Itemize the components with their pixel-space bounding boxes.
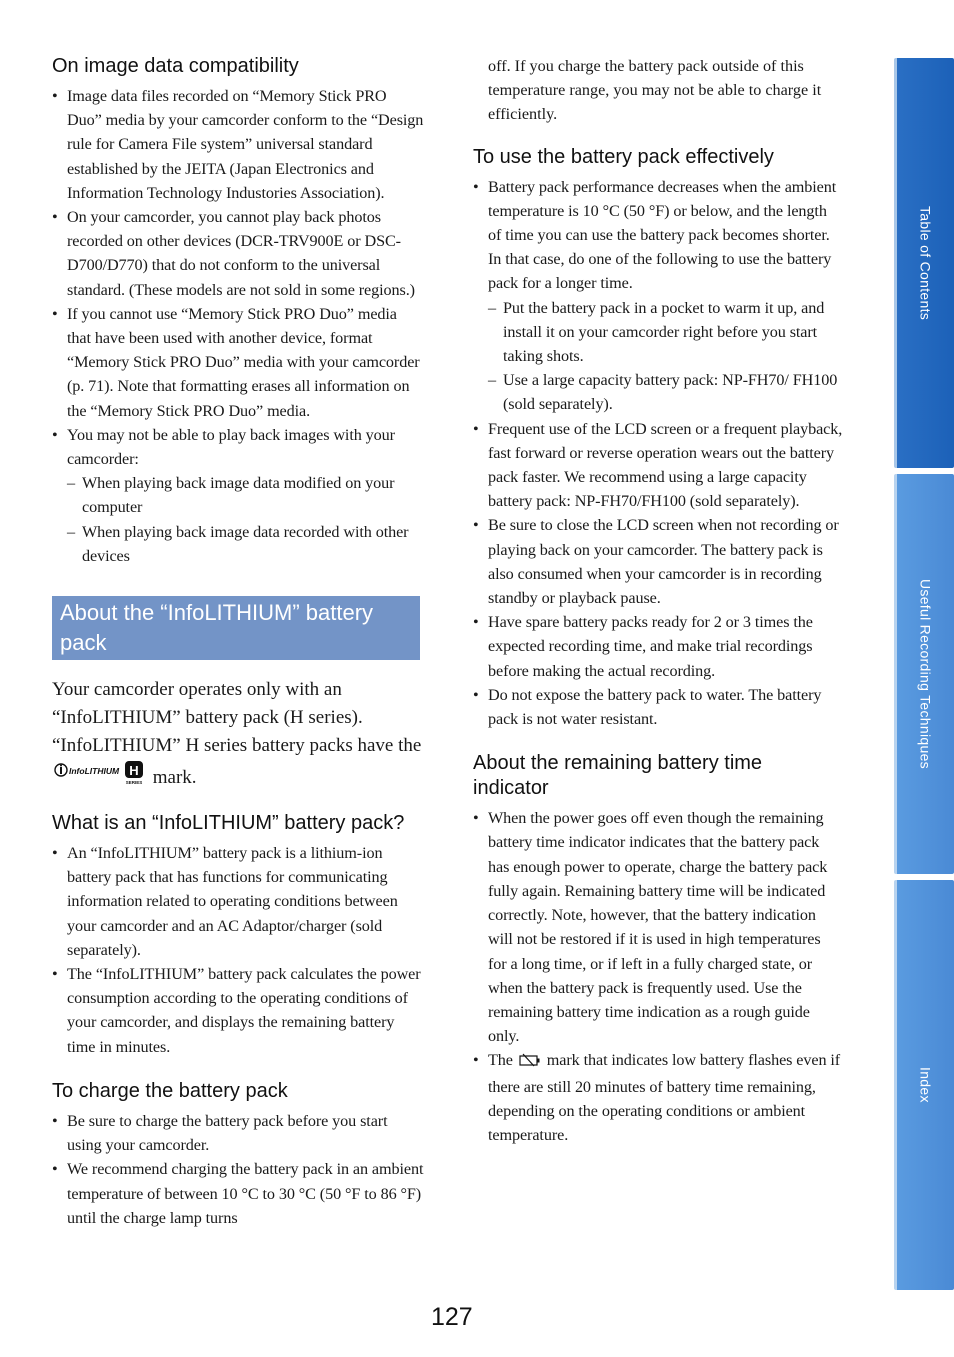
tab-label: Table of Contents [917, 205, 934, 321]
sub-list-item: – When playing back image data recorded with other devices [67, 520, 424, 568]
left-column [52, 54, 424, 1230]
list-item-text: Frequent use of the LCD screen or a frequent playback, fast forward or reverse operation wears out the battery pack faster. We recommend using a large capacity battery pack: NP-FH70/FH100 (sold separately). [488, 419, 843, 511]
list-item [473, 683, 843, 731]
list-item [473, 806, 843, 1048]
logo-series: SERIES [125, 780, 143, 786]
tab-index[interactable] [894, 880, 954, 1290]
list-item-text: On your camcorder, you cannot play back photos recorded on other devices (DCR-TRV900E or DSC-D700/D770) that do not conform to the universal standard. (These models are not sold in some regions.) [67, 208, 415, 299]
sub-list-item: – When playing back image data modified on your computer [67, 471, 424, 519]
tab-label: Index [917, 1067, 934, 1103]
list-remaining-indicator [473, 806, 843, 1147]
sub-list [67, 471, 424, 568]
list-charge [52, 1109, 424, 1230]
sub-list-item: – Use a large capacity battery pack: NP-FH70/ FH100 (sold separately). [488, 368, 843, 416]
heading-charge-battery: To charge the battery pack [52, 1079, 288, 1102]
list-what-is [52, 841, 424, 1059]
list-item-text: When the power goes off even though the remaining battery time indicator indicates that the battery pack has enough power to operate, charge the battery pack fully again. Remaining battery time will be indicated correctly. Note, however, that the battery indication will not be restored if it is used in high temperatures for a long time, or if left in a fully charged state, or when the battery pack is frequently used. Use the remaining battery time indication as a rough guide only. [488, 809, 828, 1046]
heading-use-battery-effectively: To use the battery pack effectively [473, 145, 774, 168]
section-banner-infolithium: About the “InfoLITHIUM” battery pack [52, 596, 420, 660]
low-battery-icon [519, 1050, 541, 1074]
list-item [473, 417, 843, 514]
list-item [52, 302, 424, 423]
sub-list [488, 296, 843, 417]
intro-paragraph [52, 676, 424, 795]
list-item [52, 841, 424, 962]
list-item [473, 1048, 843, 1147]
tab-table-of-contents[interactable] [894, 58, 954, 468]
list-use-effectively [473, 175, 843, 732]
list-item [52, 205, 424, 302]
infolithium-h-logo-icon [54, 760, 146, 795]
list-item-text: An “InfoLITHIUM” battery pack is a lithium-ion battery pack that has functions for communicating information related to operating conditions between your camcorder and an AC Adaptor/charger (sold separately). [67, 844, 398, 959]
right-column [473, 54, 843, 1147]
list-item [52, 962, 424, 1059]
list-item [52, 1109, 424, 1157]
list-item-text: We recommend charging the battery pack in an ambient temperature of between 10 °C to 30 °C (50 °F to 86 °F) until the charge lamp turns [67, 1160, 424, 1227]
list-image-compatibility [52, 84, 424, 568]
logo-h: H [129, 763, 139, 779]
list-item-text: You may not be able to play back images with your camcorder: [67, 425, 395, 469]
list-item-text: mark that indicates low battery flashes even if there are still 20 minutes of battery time remaining, depending on the operating conditions or ambient temperature. [488, 1051, 841, 1144]
logo-text: InfoLITHIUM [69, 766, 120, 777]
intro-text: Your camcorder operates only with an “InfoLITHIUM” battery pack (H series). “InfoLITHIUM” H series battery packs have the [52, 679, 422, 757]
list-item [52, 84, 424, 205]
heading-remaining-battery-indicator: About the remaining battery time indicator [473, 752, 763, 800]
list-item-text: Image data files recorded on “Memory Stick PRO Duo” media by your camcorder conform to the “Design rule for Camera File system” universal standard established by the JEITA (Japan Electronics and Information Technology Industories Association). [67, 87, 424, 202]
sidebar-nav [894, 58, 954, 1290]
list-item-text: If you cannot use “Memory Stick PRO Duo” media that have been used with another device, format “Memory Stick PRO Duo” media with your camcorder (p. 71). Note that formatting erases all information on the “Memory Stick PRO Duo” media. [67, 304, 420, 420]
list-item-text: Have spare battery packs ready for 2 or 3 times the expected recording time, and make trial recordings before making the actual recording. [488, 613, 813, 680]
sub-list-item: – Put the battery pack in a pocket to warm it up, and install it on your camcorder right before you start taking shots. [488, 296, 843, 369]
intro-text-end: mark. [152, 767, 197, 789]
page-number: 127 [431, 1303, 473, 1331]
list-item-text: Be sure to charge the battery pack before you start using your camcorder. [67, 1111, 388, 1155]
list-item-text: Be sure to close the LCD screen when not recording or playing back on your camcorder. The battery pack is also consumed when your camcorder is in recording standby or playback pause. [488, 516, 839, 608]
heading-image-data-compatibility: On image data compatibility [52, 55, 299, 77]
list-item [52, 423, 424, 568]
list-item-text: Do not expose the battery pack to water. The battery pack is not water resistant. [488, 685, 822, 729]
heading-what-is-infolithium: What is an “InfoLITHIUM” battery pack? [52, 812, 405, 835]
list-item-text: The [488, 1051, 513, 1070]
list-item [473, 513, 843, 610]
list-item-text: The “InfoLITHIUM” battery pack calculates the power consumption according to the operating conditions of your camcorder, and displays the remaining battery time in minutes. [67, 965, 421, 1056]
tab-useful-recording-techniques[interactable] [894, 474, 954, 874]
list-item-text: Battery pack performance decreases when the ambient temperature is 10 °C (50 °F) or below, and the length of time you can use the battery pack becomes shorter. In that case, do one of the following to use the battery pack for a longer time. [488, 177, 837, 293]
list-item [473, 175, 843, 417]
list-item [473, 610, 843, 683]
continued-text: off. If you charge the battery pack outside of this temperature range, you may not be able to charge it efficiently. [488, 57, 822, 124]
list-item [52, 1157, 424, 1230]
tab-label: Useful Recording Techniques [917, 579, 934, 769]
